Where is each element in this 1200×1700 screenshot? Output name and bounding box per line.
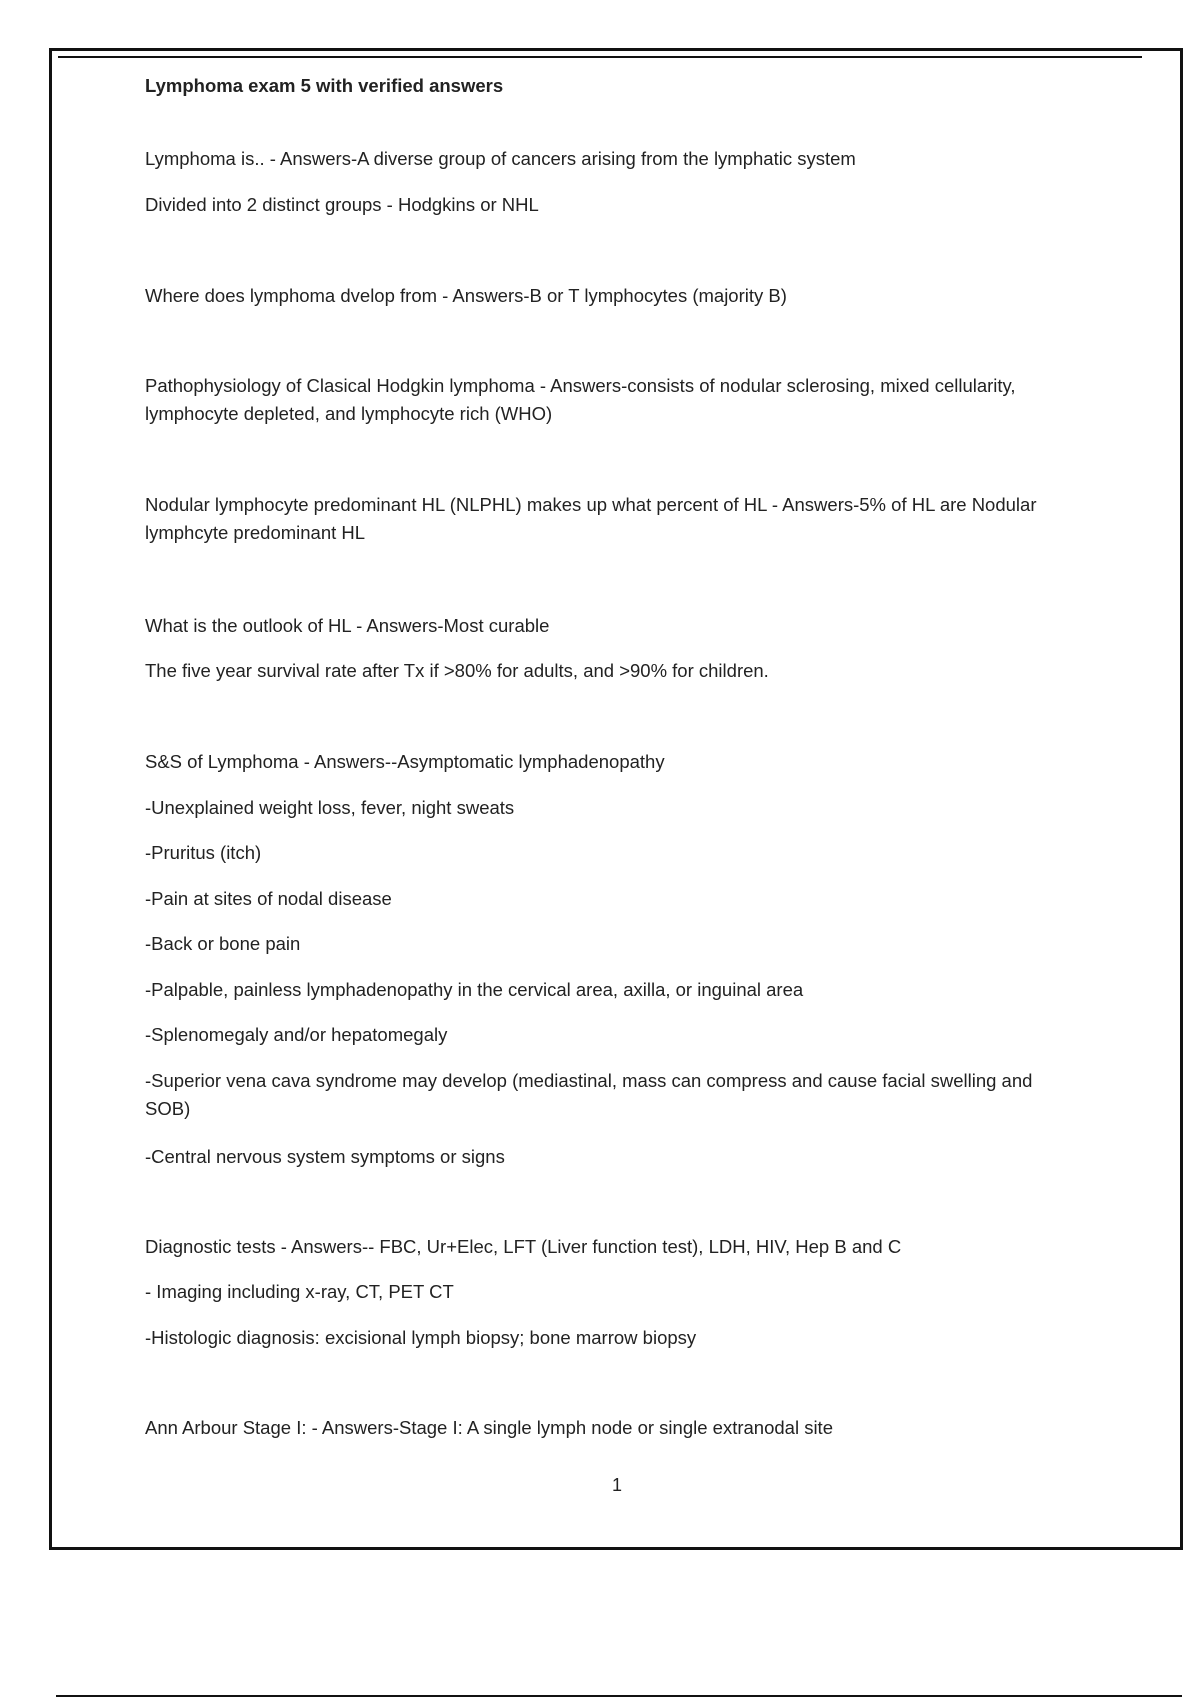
text-line: The five year survival rate after Tx if >80% for adults, and >90% for children. [145, 660, 769, 681]
list-item: -Superior vena cava syndrome may develop (mediastinal, mass can compress and cause facial swelling and SOB) [145, 1070, 1033, 1119]
text-line: What is the outlook of HL - Answers-Most curable [145, 615, 550, 636]
text-line: Where does lymphoma dvelop from - Answers-B or T lymphocytes (majority B) [145, 285, 787, 306]
document-title: Lymphoma exam 5 with verified answers [145, 75, 504, 96]
list-item: -Pain at sites of nodal disease [145, 888, 392, 909]
top-rule [58, 56, 1142, 58]
page-number: 1 [611, 1475, 622, 1495]
list-item: -Palpable, painless lymphadenopathy in the cervical area, axilla, or inguinal area [145, 979, 804, 1000]
list-item: -Central nervous system symptoms or signs [145, 1146, 505, 1167]
list-item: -Pruritus (itch) [145, 842, 262, 863]
list-item: -Back or bone pain [145, 933, 301, 954]
list-item: -Splenomegaly and/or hepatomegaly [145, 1024, 448, 1045]
bottom-rule [56, 1695, 1182, 1697]
list-item: -Histologic diagnosis: excisional lymph biopsy; bone marrow biopsy [145, 1327, 697, 1348]
list-item: -Unexplained weight loss, fever, night sweats [145, 797, 515, 818]
text-line: Nodular lymphocyte predominant HL (NLPHL) makes up what percent of HL - Answers-5% of HL are Nodular lymphcyte predominant HL [145, 494, 1037, 543]
text-line: Divided into 2 distinct groups - Hodgkins or NHL [145, 194, 539, 215]
text-line: Diagnostic tests - Answers-- FBC, Ur+Elec, LFT (Liver function test), LDH, HIV, Hep B and C [145, 1236, 902, 1257]
text-line: Lymphoma is.. - Answers-A diverse group of cancers arising from the lymphatic system [145, 148, 856, 169]
text-line: Pathophysiology of Clasical Hodgkin lymphoma - Answers-consists of nodular sclerosing, mixed cellularity, lymphocyte depleted, and lymphocyte rich (WHO) [145, 375, 1016, 424]
text-line: S&S of Lymphoma - Answers--Asymptomatic lymphadenopathy [145, 751, 665, 772]
text-line: Ann Arbour Stage I: - Answers-Stage I: A single lymph node or single extranodal site [145, 1417, 833, 1438]
list-item: - Imaging including x-ray, CT, PET CT [145, 1281, 454, 1302]
